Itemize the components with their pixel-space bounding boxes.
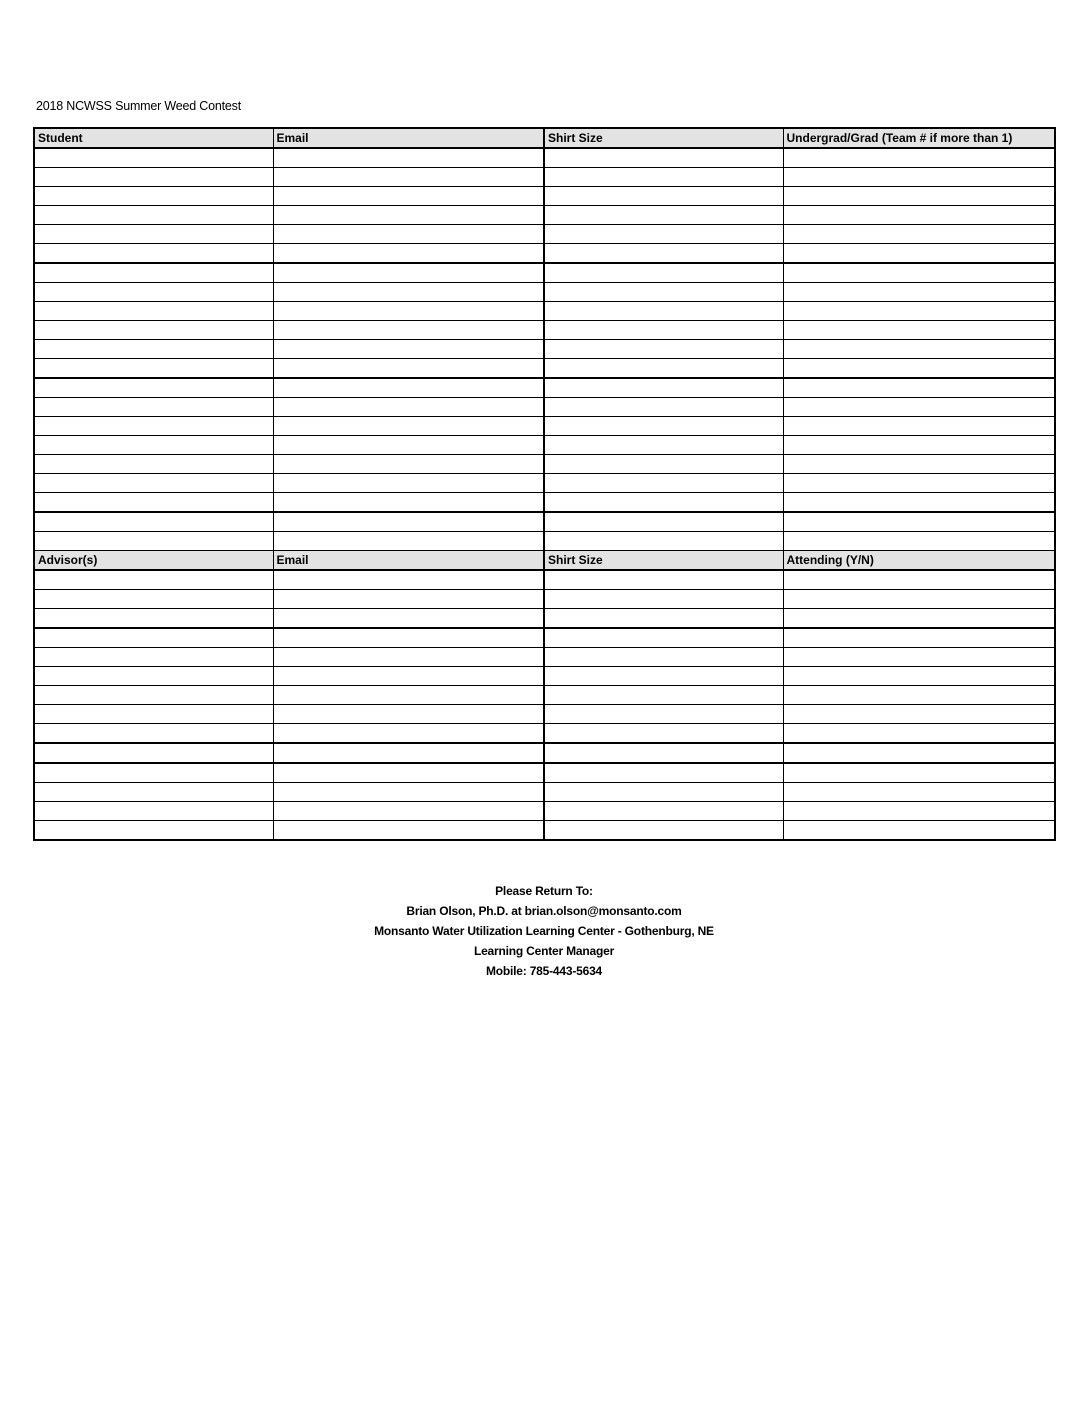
advisors-entry-cell[interactable]: [783, 667, 1055, 686]
advisors-entry-cell[interactable]: [34, 821, 273, 841]
students-entry-cell[interactable]: [544, 321, 783, 340]
students-entry-cell[interactable]: [544, 302, 783, 321]
students-entry-cell[interactable]: [783, 148, 1055, 168]
advisors-header-row: [34, 551, 1055, 571]
students-entry-cell[interactable]: [783, 359, 1055, 379]
students-entry-cell[interactable]: [34, 283, 273, 302]
students-header-cell: Undergrad/Grad (Team # if more than 1): [783, 128, 1055, 148]
students-header-cell: Email: [273, 128, 544, 148]
students-row: [34, 417, 1055, 436]
students-entry-cell[interactable]: [273, 225, 544, 244]
students-entry-cell[interactable]: [544, 436, 783, 455]
advisors-entry-cell[interactable]: [34, 609, 273, 629]
students-entry-cell[interactable]: [783, 493, 1055, 513]
students-entry-cell[interactable]: [273, 263, 544, 283]
students-entry-cell[interactable]: [783, 168, 1055, 187]
students-entry-cell[interactable]: [34, 321, 273, 340]
students-header-cell: Student: [34, 128, 273, 148]
advisors-entry-cell[interactable]: [783, 724, 1055, 744]
students-entry-cell[interactable]: [273, 321, 544, 340]
advisors-entry-cell[interactable]: [273, 743, 544, 763]
students-entry-cell[interactable]: [544, 398, 783, 417]
advisors-entry-cell[interactable]: [783, 570, 1055, 590]
students-entry-cell[interactable]: [34, 359, 273, 379]
students-entry-cell[interactable]: [34, 417, 273, 436]
advisors-row: [34, 570, 1055, 590]
students-entry-cell[interactable]: [273, 417, 544, 436]
students-entry-cell[interactable]: [34, 493, 273, 513]
advisors-entry-cell[interactable]: [783, 821, 1055, 841]
students-entry-cell[interactable]: [544, 283, 783, 302]
advisors-entry-cell[interactable]: [783, 802, 1055, 821]
advisors-row: [34, 686, 1055, 705]
students-entry-cell[interactable]: [783, 455, 1055, 474]
students-row: [34, 340, 1055, 359]
advisors-entry-cell[interactable]: [34, 628, 273, 648]
students-entry-cell[interactable]: [783, 398, 1055, 417]
students-entry-cell[interactable]: [34, 187, 273, 206]
advisors-entry-cell[interactable]: [273, 705, 544, 724]
students-row: [34, 359, 1055, 379]
advisors-entry-cell[interactable]: [273, 686, 544, 705]
students-entry-cell[interactable]: [544, 378, 783, 398]
students-entry-cell[interactable]: [34, 532, 273, 551]
advisors-row: [34, 724, 1055, 744]
students-row: [34, 398, 1055, 417]
students-row: [34, 474, 1055, 493]
students-entry-cell[interactable]: [544, 532, 783, 551]
students-entry-cell[interactable]: [544, 187, 783, 206]
advisors-entry-cell[interactable]: [273, 763, 544, 783]
students-entry-cell[interactable]: [273, 168, 544, 187]
students-entry-cell[interactable]: [783, 225, 1055, 244]
advisors-row: [34, 590, 1055, 609]
students-entry-cell[interactable]: [783, 532, 1055, 551]
students-entry-cell[interactable]: [34, 244, 273, 264]
advisors-header-cell: Attending (Y/N): [783, 551, 1055, 571]
students-row: [34, 436, 1055, 455]
advisors-entry-cell[interactable]: [34, 590, 273, 609]
advisors-entry-cell[interactable]: [273, 570, 544, 590]
advisors-entry-cell[interactable]: [783, 590, 1055, 609]
students-row: [34, 283, 1055, 302]
students-row: [34, 168, 1055, 187]
students-entry-cell[interactable]: [34, 340, 273, 359]
return-role: Learning Center Manager: [473, 944, 615, 958]
students-entry-cell[interactable]: [273, 398, 544, 417]
advisors-header-cell: Advisor(s): [34, 551, 273, 571]
students-entry-cell[interactable]: [544, 148, 783, 168]
students-row: [34, 512, 1055, 532]
students-entry-cell[interactable]: [783, 302, 1055, 321]
return-heading: Please Return To:: [495, 884, 593, 898]
advisors-entry-cell[interactable]: [544, 821, 783, 841]
students-entry-cell[interactable]: [34, 225, 273, 244]
students-entry-cell[interactable]: [34, 398, 273, 417]
advisors-entry-cell[interactable]: [34, 570, 273, 590]
advisors-row: [34, 705, 1055, 724]
advisors-entry-cell[interactable]: [273, 821, 544, 841]
advisors-entry-cell[interactable]: [273, 648, 544, 667]
students-entry-cell[interactable]: [34, 148, 273, 168]
students-entry-cell[interactable]: [783, 187, 1055, 206]
students-entry-cell[interactable]: [544, 455, 783, 474]
students-entry-cell[interactable]: [273, 493, 544, 513]
students-entry-cell[interactable]: [783, 512, 1055, 532]
advisors-row: [34, 743, 1055, 763]
students-entry-cell[interactable]: [34, 455, 273, 474]
students-entry-cell[interactable]: [273, 359, 544, 379]
advisors-entry-cell[interactable]: [544, 802, 783, 821]
students-entry-cell[interactable]: [783, 340, 1055, 359]
students-row: [34, 244, 1055, 264]
signup-table: [33, 127, 1056, 841]
advisors-entry-cell[interactable]: [273, 802, 544, 821]
students-entry-cell[interactable]: [34, 378, 273, 398]
students-entry-cell[interactable]: [273, 244, 544, 264]
advisors-row: [34, 667, 1055, 686]
students-row: [34, 225, 1055, 244]
students-row: [34, 321, 1055, 340]
students-row: [34, 263, 1055, 283]
advisors-row: [34, 609, 1055, 629]
students-row: [34, 532, 1055, 551]
students-entry-cell[interactable]: [34, 168, 273, 187]
students-entry-cell[interactable]: [783, 263, 1055, 283]
advisors-entry-cell[interactable]: [34, 705, 273, 724]
students-entry-cell[interactable]: [273, 378, 544, 398]
students-entry-cell[interactable]: [783, 321, 1055, 340]
students-entry-cell[interactable]: [273, 436, 544, 455]
students-entry-cell[interactable]: [273, 512, 544, 532]
advisors-row: [34, 821, 1055, 841]
signup-table-body: [34, 128, 1055, 840]
students-entry-cell[interactable]: [544, 359, 783, 379]
students-header-cell: Shirt Size: [544, 128, 783, 148]
students-row: [34, 493, 1055, 513]
advisors-entry-cell[interactable]: [783, 763, 1055, 783]
students-entry-cell[interactable]: [783, 436, 1055, 455]
advisors-entry-cell[interactable]: [273, 667, 544, 686]
return-info: [0, 881, 1088, 981]
students-entry-cell[interactable]: [544, 225, 783, 244]
advisors-header-cell: Shirt Size: [544, 551, 783, 571]
students-entry-cell[interactable]: [273, 455, 544, 474]
advisors-row: [34, 783, 1055, 802]
students-header-row: [34, 128, 1055, 148]
advisors-entry-cell[interactable]: [783, 628, 1055, 648]
advisors-entry-cell[interactable]: [783, 783, 1055, 802]
students-entry-cell[interactable]: [273, 187, 544, 206]
advisors-entry-cell[interactable]: [273, 609, 544, 629]
advisors-entry-cell[interactable]: [544, 743, 783, 763]
advisors-entry-cell[interactable]: [544, 628, 783, 648]
advisors-entry-cell[interactable]: [783, 648, 1055, 667]
students-row: [34, 455, 1055, 474]
advisors-entry-cell[interactable]: [273, 590, 544, 609]
students-entry-cell[interactable]: [783, 378, 1055, 398]
page-title: 2018 NCWSS Summer Weed Contest: [36, 99, 241, 113]
advisors-header-cell: Email: [273, 551, 544, 571]
advisors-entry-cell[interactable]: [544, 783, 783, 802]
advisors-entry-cell[interactable]: [544, 705, 783, 724]
students-entry-cell[interactable]: [34, 302, 273, 321]
advisors-entry-cell[interactable]: [34, 802, 273, 821]
students-entry-cell[interactable]: [34, 206, 273, 225]
advisors-entry-cell[interactable]: [273, 628, 544, 648]
advisors-row: [34, 763, 1055, 783]
students-entry-cell[interactable]: [544, 512, 783, 532]
students-row: [34, 378, 1055, 398]
students-entry-cell[interactable]: [544, 263, 783, 283]
advisors-entry-cell[interactable]: [544, 686, 783, 705]
students-entry-cell[interactable]: [783, 474, 1055, 493]
students-entry-cell[interactable]: [544, 244, 783, 264]
students-entry-cell[interactable]: [544, 417, 783, 436]
students-row: [34, 187, 1055, 206]
students-entry-cell[interactable]: [273, 148, 544, 168]
advisors-entry-cell[interactable]: [34, 667, 273, 686]
advisors-entry-cell[interactable]: [34, 724, 273, 744]
students-entry-cell[interactable]: [783, 244, 1055, 264]
students-entry-cell[interactable]: [34, 263, 273, 283]
advisors-entry-cell[interactable]: [544, 648, 783, 667]
advisors-entry-cell[interactable]: [34, 743, 273, 763]
advisors-entry-cell[interactable]: [34, 686, 273, 705]
students-entry-cell[interactable]: [544, 340, 783, 359]
students-entry-cell[interactable]: [34, 512, 273, 532]
advisors-row: [34, 802, 1055, 821]
students-entry-cell[interactable]: [783, 206, 1055, 225]
return-mobile: Mobile: 785-443-5634: [485, 964, 603, 978]
students-entry-cell[interactable]: [273, 340, 544, 359]
return-contact: Brian Olson, Ph.D. at brian.olson@monsanto.com: [406, 904, 682, 918]
advisors-entry-cell[interactable]: [783, 686, 1055, 705]
students-entry-cell[interactable]: [783, 417, 1055, 436]
advisors-entry-cell[interactable]: [34, 763, 273, 783]
students-entry-cell[interactable]: [544, 474, 783, 493]
advisors-row: [34, 648, 1055, 667]
advisors-entry-cell[interactable]: [544, 609, 783, 629]
advisors-entry-cell[interactable]: [544, 763, 783, 783]
advisors-entry-cell[interactable]: [783, 743, 1055, 763]
students-row: [34, 148, 1055, 168]
students-row: [34, 302, 1055, 321]
students-entry-cell[interactable]: [783, 283, 1055, 302]
students-entry-cell[interactable]: [273, 283, 544, 302]
advisors-entry-cell[interactable]: [273, 724, 544, 744]
students-entry-cell[interactable]: [273, 474, 544, 493]
students-entry-cell[interactable]: [273, 206, 544, 225]
advisors-entry-cell[interactable]: [783, 705, 1055, 724]
advisors-entry-cell[interactable]: [544, 667, 783, 686]
advisors-entry-cell[interactable]: [544, 724, 783, 744]
students-entry-cell[interactable]: [273, 532, 544, 551]
advisors-entry-cell[interactable]: [544, 570, 783, 590]
students-entry-cell[interactable]: [544, 206, 783, 225]
advisors-entry-cell[interactable]: [783, 609, 1055, 629]
students-entry-cell[interactable]: [544, 168, 783, 187]
students-entry-cell[interactable]: [34, 474, 273, 493]
students-entry-cell[interactable]: [34, 436, 273, 455]
students-row: [34, 206, 1055, 225]
students-entry-cell[interactable]: [544, 493, 783, 513]
advisors-entry-cell[interactable]: [34, 648, 273, 667]
students-entry-cell[interactable]: [273, 302, 544, 321]
return-location: Monsanto Water Utilization Learning Center - Gothenburg, NE: [374, 924, 714, 938]
advisors-entry-cell[interactable]: [34, 783, 273, 802]
advisors-row: [34, 628, 1055, 648]
advisors-entry-cell[interactable]: [273, 783, 544, 802]
advisors-entry-cell[interactable]: [544, 590, 783, 609]
